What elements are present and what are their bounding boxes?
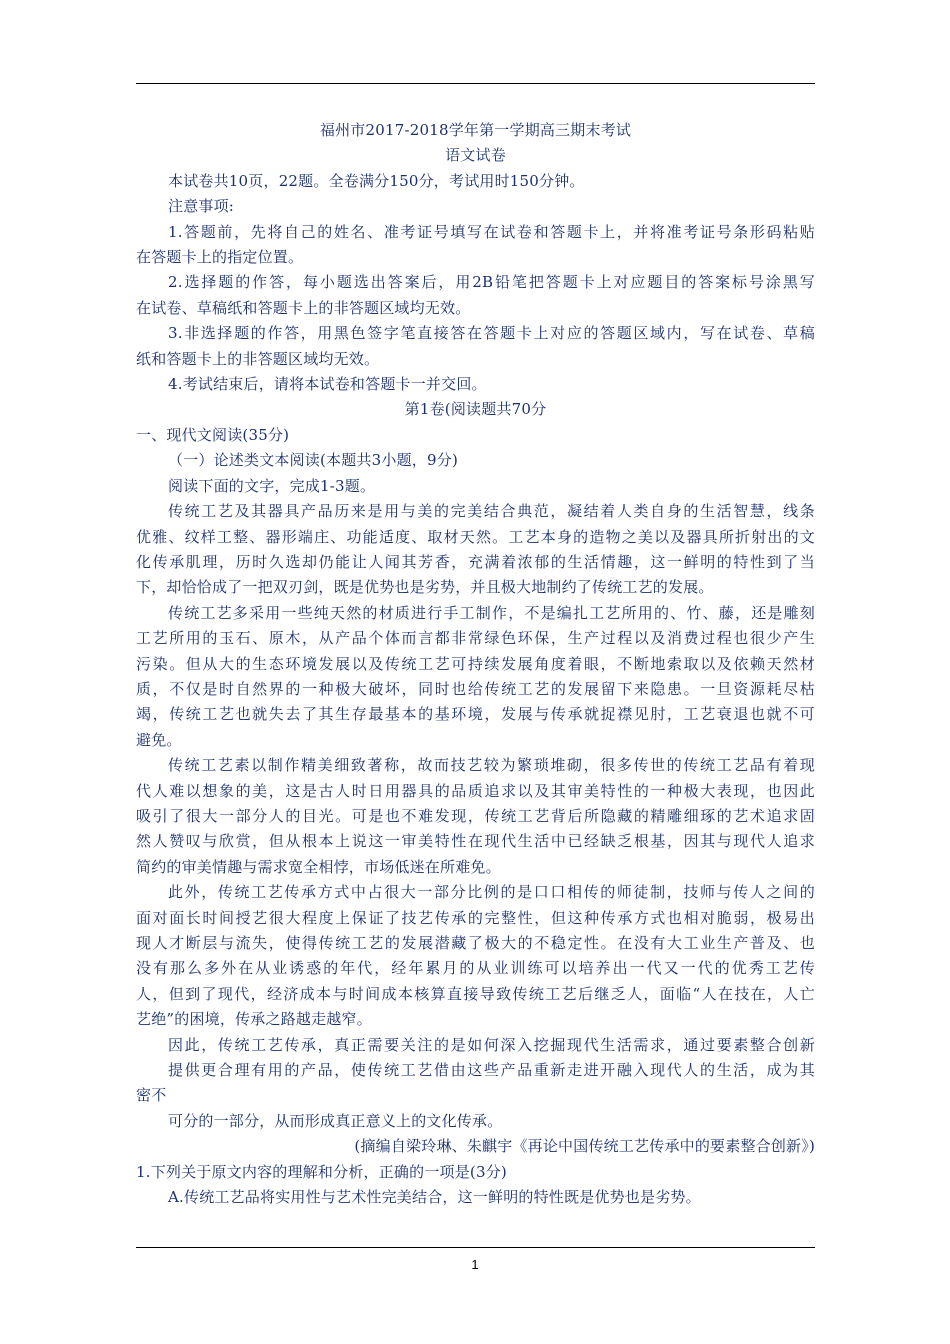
footer-rule [136,1247,815,1248]
paragraph: 传统工艺及其器具产品历来是用与美的完美结合典范，凝结着人类自身的生活智慧，线条 优雅、纹样工整、器形端庄、功能适度、取材天然。工艺本身的造物之美以及器具所折射出的文 化传承肌理，历时久选却仍能让人闻其芳香，充满着浓郁的生活情趣，这一鲜明的特性到了当 下，却恰恰成了一把双刃剑，既是优势也是劣势，并且极大地制约了传统工艺的发展。 [136,502,815,597]
option-a: A.传统工艺品将实用性与艺术性完美结合，这一鲜明的特性既是优势也是劣势。 [168,1188,701,1207]
intro-text: 本试卷共10页，22题。全卷满分150分，考试用时150分钟。 [168,171,585,190]
exam-subtitle: 语文试卷 [445,146,506,165]
page-number: 1 [471,1257,479,1272]
section-heading: 一、现代文阅读(35分) [136,425,290,444]
exam-title: 福州市2017-2018学年第一学期高三期末考试 [319,121,632,139]
header-rule [136,83,815,84]
note-item: 2.选择题的作答，每小题选出答案后，用2B铅笔把答题卡上对应题目的答案标号涂黑写 在试卷、草稿纸和答题卡上的非答题区域均无效。 [136,273,815,317]
exam-document [136,118,815,1210]
source-citation: (摘编自梁玲琳、朱麒宇《再论中国传统工艺传承中的要素整合创新》) [354,1137,815,1156]
question-1: 1.下列关于原文内容的理解和分析，正确的一项是(3分) [136,1162,507,1181]
notes-heading: 注意事项: [168,197,235,216]
part-heading: 第1卷(阅读题共70分 [404,400,547,419]
subsection-heading: （一）论述类文本阅读(本题共3小题，9分) [168,451,458,470]
note-item: 1.答题前，先将自己的姓名、准考证号填写在试卷和答题卡上，并将准考证号条形码粘贴 在答题卡上的指定位置。 [136,222,815,267]
closing-paragraph: 因此，传统工艺传承，真正需要关注的是如何深入挖掘现代生活需求，通过要素整合创新 提供更合理有用的产品，使传统工艺借由这些产品重新走进开融入现代人的生活，成为其 密不 可分的一部分，从而形成真正意义上的文化传承。 [136,1035,815,1130]
paragraph: 此外，传统工艺传承方式中占很大一部分比例的是口口相传的师徒制，技师与传人之间的 面对面长时间授艺很大程度上保证了技艺传承的完整性，但这种传承方式也相对脆弱，极易出 现人才断层与流失，使得传统工艺的发展潜藏了极大的不稳定性。在没有大工业生产普及、也 没有那么多外在从业诱惑的年代，经年累月的从业训练可以培养出一代又一代的优秀工艺传 人，但到了现代，经济成本与时间成本核算直接导致传统工艺后继乏人，面临“人在技在，人亡 艺绝”的困境，传承之路越走越窄。 [136,883,815,1029]
reading-instruction: 阅读下面的文字，完成1-3题。 [168,476,376,495]
note-item: 4.考试结束后，请将本试卷和答题卡一并交回。 [168,375,487,394]
paragraph: 传统工艺素以制作精美细致著称，故而技艺较为繁琐堆砌，很多传世的传统工艺品有着现 代人难以想象的美，这是古人时日用器具的品质追求以及其审美特性的一种极大表现，也因此 吸引了很大一部分人的目光。可是也不难发现，传统工艺背后所隐藏的精雕细琢的艺术追求固 然人赞叹与欣赏，但从根本上说这一审美特性在现代生活中已经缺乏根基，因其与现代人追求 简约的审美情趣与需求宽全相悖，市场低迷在所难免。 [136,756,815,876]
paragraph: 传统工艺多采用一些纯天然的材质进行手工制作，不是编扎工艺所用的、竹、藤，还是雕刻 工艺所用的玉石、原木，从产品个体而言都非常绿色环保，生产过程以及消费过程也很少产生 污染。但从大的生态环境发展以及传统工艺可持续发展角度着眼，不断地索取以及依赖天然材 质，不仅是时自然界的一种极大破坏，同时也给传统工艺的发展留下来隐患。一旦资源耗尽枯 竭，传统工艺也就失去了其生存最基本的基环境，发展与传承就捉襟见肘，工艺衰退也就不可 避免。 [136,603,815,749]
note-item: 3.非选择题的作答，用黑色签字笔直接答在答题卡上对应的答题区域内，写在试卷、草稿 纸和答题卡上的非答题区域均无效。 [136,324,815,368]
